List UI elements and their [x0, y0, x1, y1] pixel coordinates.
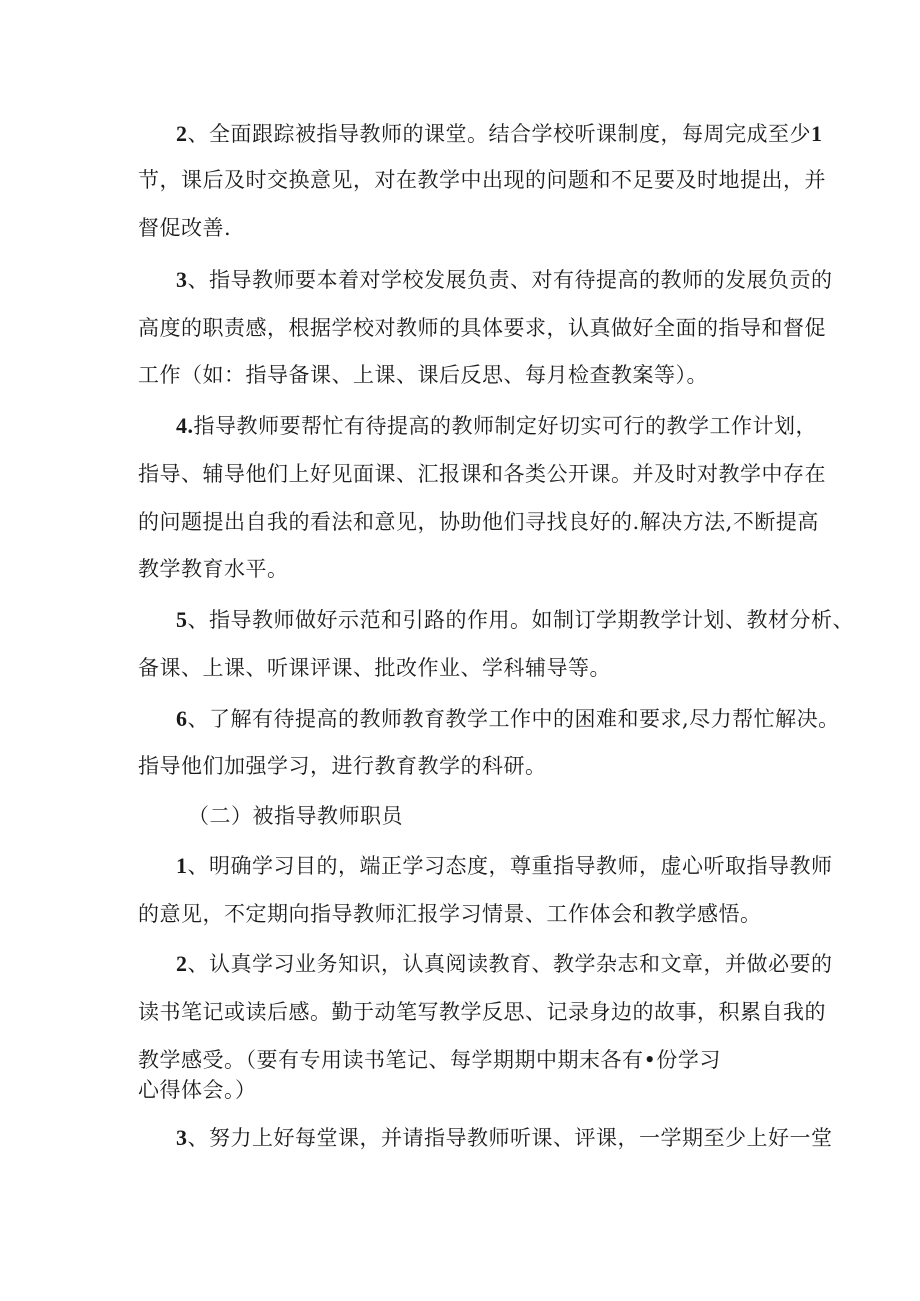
item-number: 4.: [176, 413, 194, 438]
text-line: [138, 555, 289, 583]
line-text: 节，课后及时交换意见，对在教学中出现的问题和不足要及时地提出，并: [138, 168, 826, 192]
line-text: 教学感受。（要有专用读书笔记、每学期期中期末各有•份学习: [138, 1048, 721, 1072]
text-line: [176, 1124, 833, 1152]
line-text: 的意见，不定期向指导教师汇报学习情景、工作体会和教学感悟。: [138, 902, 762, 926]
line-text: 、全面跟踪被指导教师的课堂。结合学校听课制度，每周完成至少: [187, 122, 811, 146]
line-text: 、指导教师做好示范和引路的作用。如制订学期教学计划、教材分析、: [187, 608, 854, 632]
text-line: [176, 120, 823, 148]
text-line: [138, 998, 826, 1026]
line-text: 读书笔记或读后感。勤于动笔写教学反思、记录身边的故事，积累自我的: [138, 1000, 826, 1024]
text-line: [176, 950, 833, 978]
text-line: [138, 314, 826, 342]
item-number: 3: [176, 1125, 188, 1150]
text-line: [138, 752, 547, 780]
text-line: [176, 412, 817, 440]
section-heading: [188, 802, 403, 830]
inline-number: 1: [811, 121, 823, 146]
text-line: [138, 508, 819, 536]
text-line: [176, 705, 840, 733]
line-text: 指导他们加强学习，进行教育教学的科研。: [138, 754, 547, 778]
text-line: [138, 361, 708, 389]
item-number: 2: [176, 121, 188, 146]
line-text: 指导、辅导他们上好见面课、汇报课和各类公开课。并及时对教学中存在: [138, 462, 826, 486]
line-text: 、努力上好每堂课，并请指导教师听课、评课，一学期至少上好一堂: [187, 1126, 833, 1150]
line-text: 、明确学习目的，端正学习态度，尊重指导教师，虚心听取指导教师: [187, 854, 833, 878]
text-line: [138, 214, 231, 242]
item-number: 1: [176, 853, 188, 878]
text-line: [176, 606, 854, 634]
line-text: 、了解有待提高的教师教育教学工作中的困难和要求,尽力帮忙解决。: [187, 707, 840, 731]
line-text: 备课、上课、听课评课、批改作业、学科辅导等。: [138, 656, 611, 680]
text-line: [138, 900, 762, 928]
line-text: 督促改善.: [138, 216, 232, 240]
item-number: 3: [176, 267, 188, 292]
item-number: 2: [176, 951, 188, 976]
line-text: 、指导教师要本着对学校发展负责、对有待提高的教师的发展负贡的: [187, 268, 833, 292]
line-text: 心得体会。）: [138, 1078, 257, 1102]
line-text: 教学教育水平。: [138, 557, 289, 581]
line-text: 指导教师要帮忙有待提高的教师制定好切实可行的教学工作计划，: [193, 414, 817, 438]
item-number: 6: [176, 706, 188, 731]
text-line: [138, 1046, 721, 1074]
text-line: [138, 1076, 257, 1104]
line-text: 工作（如：指导备课、上课、课后反思、每月检查教案等）。: [138, 363, 708, 387]
text-line: [176, 852, 833, 880]
line-text: 、认真学习业务知识，认真阅读教育、教学杂志和文章，并做必要的: [187, 952, 833, 976]
text-line: [138, 166, 826, 194]
text-line: [138, 654, 611, 682]
line-text: （二）被指导教师职员: [188, 804, 403, 828]
line-text: 的问题提出自我的看法和意见，协助他们寻找良好的.解决方法,不断提高: [138, 510, 819, 534]
text-line: [138, 460, 826, 488]
item-number: 5: [176, 607, 188, 632]
text-line: [176, 266, 833, 294]
line-text: 高度的职责感，根据学校对教师的具体要求，认真做好全面的指导和督促: [138, 316, 826, 340]
